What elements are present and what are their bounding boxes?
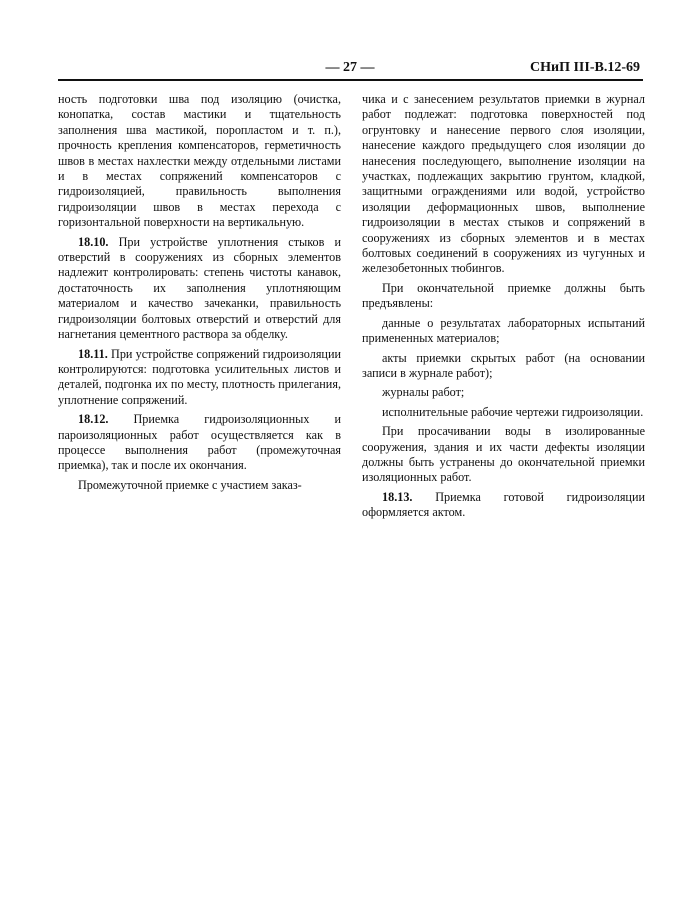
paragraph-text: При просачивании воды в изолированные сооружения, здания и их части дефекты изоляции должны быть устранены до окончательной приемки изоляционных работ. <box>362 424 645 485</box>
paragraph-text: данные о результатах лабораторных испытаний примененных материалов; <box>362 315 645 346</box>
document-code: СНиП III-В.12-69 <box>530 60 640 75</box>
paragraph <box>362 405 645 420</box>
paragraph <box>362 385 645 400</box>
clause-number: 18.12. <box>78 412 109 427</box>
paragraph <box>362 92 645 277</box>
paragraph-text: акты приемки скрытых работ (на основании записи в журнале работ); <box>362 350 645 380</box>
paragraph-text: журналы работ; <box>382 385 465 400</box>
paragraph-text: При устройстве уплотнения стыков и отверстий в сооружениях из сборных элементов надлежит контролировать: степень чистоты канавок, достаточность их заполнения уплотняющим материалом и качество зачеканки, правильность гидроизоляции болтовых отверстий и отверстий для нагнетания цементного раствора за обделку. <box>58 234 341 342</box>
paragraph <box>362 316 645 347</box>
paragraph <box>362 490 645 521</box>
paragraph-text: ность подготовки шва под изоляцию (очистка, конопатка, состав мастики и тщательность заполнения шва мастикой, поропластом и т. п.), прочность крепления компенсаторов, герметичность швов в местах нахлестки между отдельными листами и в местах сопряжений компенсаторов с гидроизоляцией, правильность выполнения гидроизоляции швов в местах перехода с горизонтальной поверхности на вертикальную. <box>58 92 341 230</box>
clause-number: 18.11. <box>78 346 108 361</box>
right-column <box>362 92 645 525</box>
paragraph <box>362 424 645 486</box>
paragraph <box>362 351 645 382</box>
page-number: — 27 — <box>325 60 375 75</box>
left-column <box>58 92 341 497</box>
paragraph <box>362 281 645 312</box>
paragraph-text: При устройстве сопряжений гидроизоляции контролируются: подготовка усилительных листов и деталей, подгонка их по месту, плотность прилегания, уплотнение сопряжений. <box>58 346 341 407</box>
paragraph-text: чика и с занесением результатов приемки в журнал работ подлежат: подготовка поверхностей под огрунтовку и нанесение первого слоя изоляции, нанесение каждого предыдущего слоя изоляции до нанесения последующего, выполнение изоляции на участках, подлежащих закрытию грунтом, кладкой, защитными ограждениями или водой, устройство изоляции деформационных швов, выполнение гидроизоляции в местах стыков и сопряжений в сооружениях из сборных элементов и в местах болтовых соединений в сооружениях из чугунных и железобетонных тюбингов. <box>362 92 645 276</box>
paragraph-text: исполнительные рабочие чертежи гидроизоляции. <box>382 404 644 419</box>
paragraph-text: При окончательной приемке должны быть предъявлены: <box>362 280 645 311</box>
paragraph-text: Промежуточной приемке с участием заказ- <box>78 477 302 492</box>
paragraph-text: Приемка готовой гидроизоляции оформляется актом. <box>362 489 645 520</box>
paragraph <box>58 478 341 493</box>
paragraph <box>58 235 341 343</box>
paragraph-text: Приемка гидроизоляционных и пароизоляционных работ осуществляется как в процессе выполнения работ (промежуточная приемка), так и после их окончания. <box>58 412 342 473</box>
clause-number: 18.13. <box>382 489 413 504</box>
paragraph <box>58 347 341 409</box>
clause-number: 18.10. <box>78 234 109 249</box>
paragraph <box>58 412 341 474</box>
paragraph <box>58 92 341 231</box>
header-rule <box>58 79 643 81</box>
